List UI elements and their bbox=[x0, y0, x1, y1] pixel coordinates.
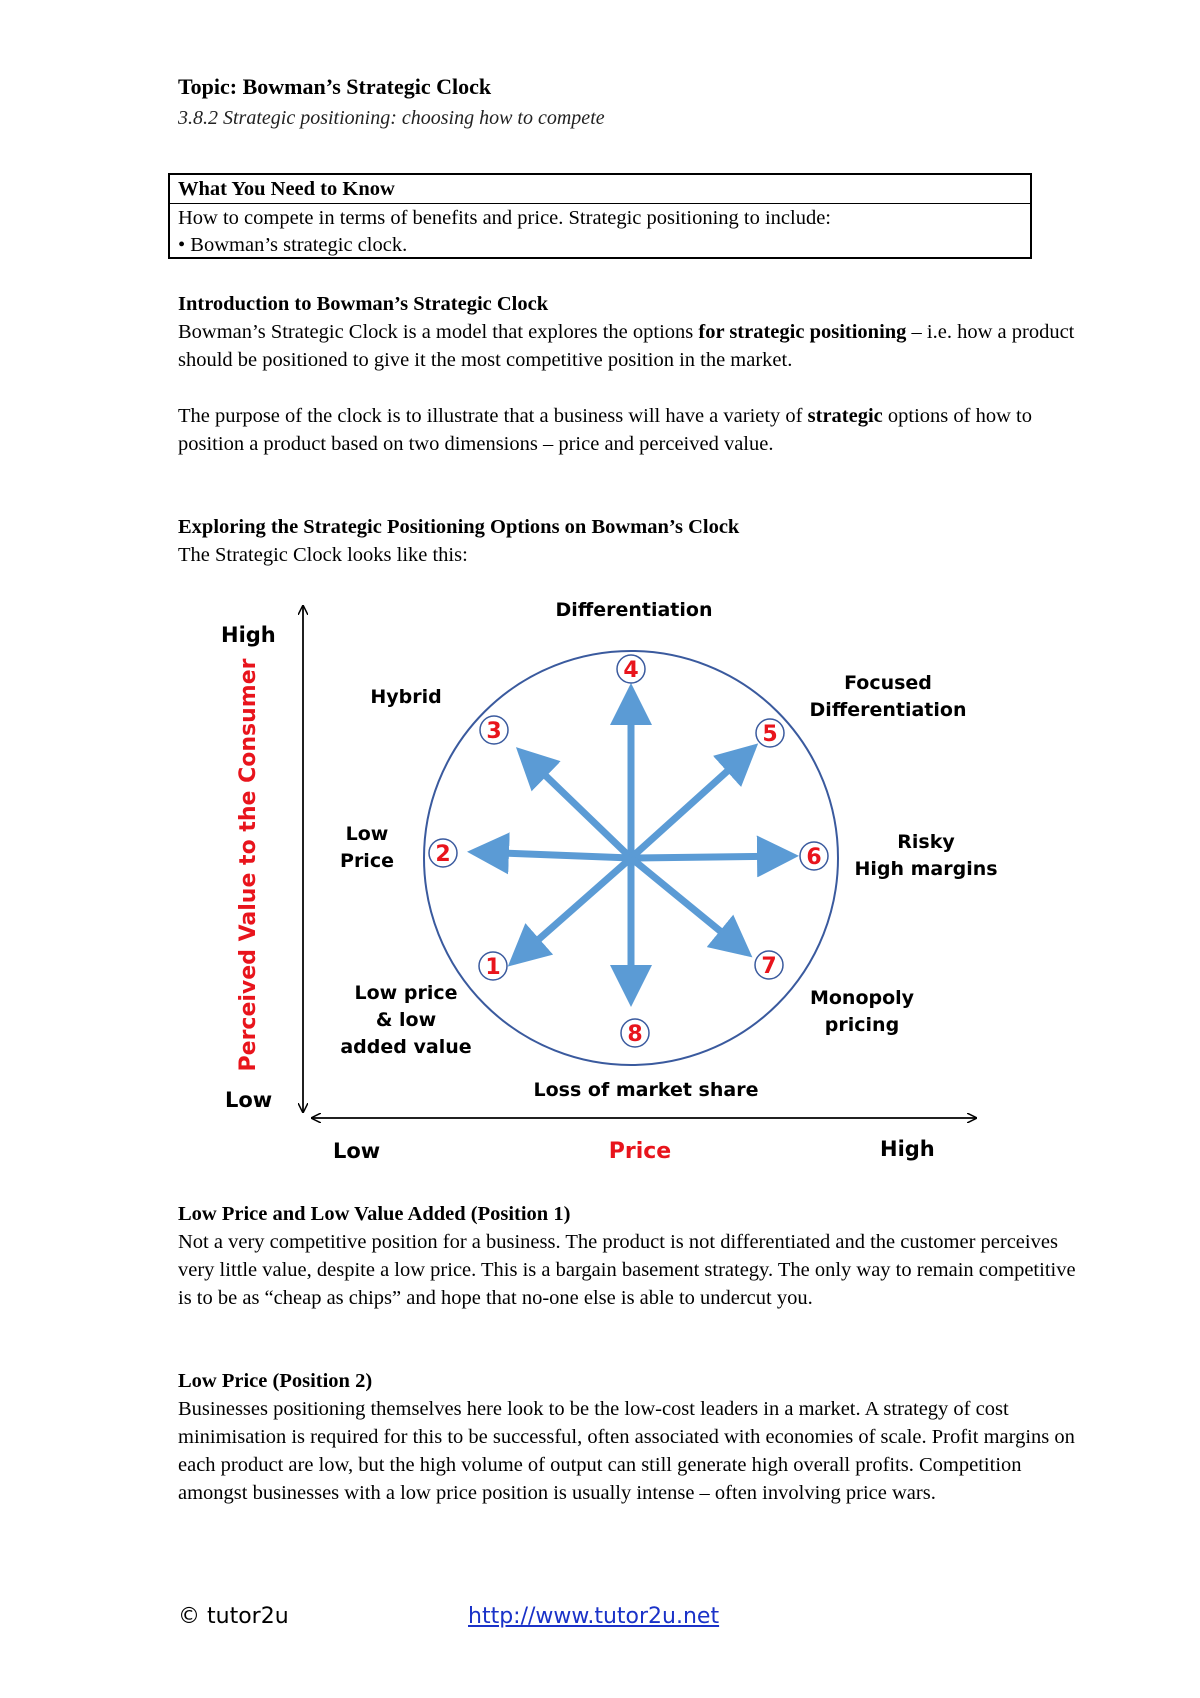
loss-of-market-share-label: Loss of market share bbox=[533, 1079, 759, 1101]
need-to-know-heading: What You Need to Know bbox=[178, 178, 395, 200]
intro-heading: Introduction to Bowman’s Strategic Clock bbox=[178, 293, 549, 315]
section1-heading: Low Price and Low Value Added (Position 1) bbox=[178, 1203, 571, 1225]
exploring-heading: Exploring the Strategic Positioning Options on Bowman’s Clock bbox=[178, 516, 740, 538]
strategic-clock-diagram bbox=[0, 590, 1200, 1170]
intro-section bbox=[178, 290, 1078, 458]
position-2-label-line-1: Low bbox=[345, 823, 389, 845]
intro-p2-bold: strategic bbox=[807, 405, 883, 427]
position-5-label-line-2: Differentiation bbox=[809, 699, 967, 721]
position-6-label-line-1: Risky bbox=[897, 831, 955, 853]
position-1-label-line-3: added value bbox=[340, 1036, 472, 1058]
position-3-label-line-1: Hybrid bbox=[370, 686, 442, 708]
y-axis-title: Perceived Value to the Consumer bbox=[236, 658, 261, 1072]
badge-number-3: 3 bbox=[486, 719, 502, 744]
y-axis-high-label: High bbox=[221, 623, 276, 647]
arrow-position-2 bbox=[474, 852, 631, 858]
x-axis-high-label: High bbox=[880, 1137, 935, 1161]
badge-number-1: 1 bbox=[485, 955, 501, 980]
arrow-position-6 bbox=[631, 856, 792, 858]
arrow-position-7 bbox=[631, 858, 747, 953]
arrow-position-1 bbox=[513, 858, 631, 962]
x-axis-low-label: Low bbox=[333, 1139, 381, 1163]
footer-link[interactable]: http://www.tutor2u.net bbox=[468, 1604, 720, 1629]
need-to-know-body bbox=[178, 205, 831, 259]
x-axis-title: Price bbox=[608, 1139, 672, 1164]
badge-number-6: 6 bbox=[806, 845, 822, 870]
position-1-label-line-1: Low price bbox=[354, 982, 458, 1004]
need-to-know-header bbox=[170, 175, 1030, 204]
footer-copyright: © tutor2u bbox=[178, 1604, 289, 1629]
intro-p2-text: The purpose of the clock is to illustrate that a business will have a variety of bbox=[178, 405, 808, 427]
badge-number-2: 2 bbox=[435, 842, 451, 867]
clock-arrows bbox=[474, 690, 792, 1000]
intro-p1-text: Bowman’s Strategic Clock is a model that explores the options bbox=[178, 321, 699, 343]
y-axis-low-label: Low bbox=[225, 1088, 273, 1112]
position-7-label-line-1: Monopoly bbox=[809, 987, 915, 1009]
badge-number-7: 7 bbox=[761, 954, 777, 979]
intro-paragraph-1 bbox=[178, 318, 1078, 374]
exploring-text: The Strategic Clock looks like this: bbox=[178, 544, 468, 566]
need-to-know-box bbox=[168, 173, 1032, 259]
section2-text: Businesses positioning themselves here look to be the low-cost leaders in a market. A strategy of cost minimisation is required for this to be successful, often associated with economies of scale. Profit margins on each product are low, but the high volume of output can still generate high overall profits. Competition amongst businesses with a low price position is usually intense – often involving price wars. bbox=[178, 1398, 1075, 1504]
arrow-position-5 bbox=[631, 748, 753, 858]
page-title: Topic: Bowman’s Strategic Clock bbox=[178, 74, 492, 99]
badge-number-4: 4 bbox=[623, 658, 639, 683]
badge-number-8: 8 bbox=[627, 1022, 643, 1047]
section-position-1 bbox=[178, 1200, 1078, 1312]
intro-p1-text-after: – i.e. how a product should be positioned to give it the most competitive position in the market. bbox=[178, 321, 1075, 371]
position-1-label-line-2: & low bbox=[375, 1009, 437, 1031]
need-to-know-line-1: How to compete in terms of benefits and price. Strategic positioning to include: bbox=[178, 207, 831, 229]
need-to-know-line-2: • Bowman’s strategic clock. bbox=[178, 234, 408, 256]
page-subtitle: 3.8.2 Strategic positioning: choosing how to compete bbox=[178, 107, 605, 129]
section1-text: Not a very competitive position for a business. The product is not differentiated and the customer perceives very little value, despite a low price. This is a bargain basement strategy. The only way to remain competitive is to be as “cheap as chips” and hope that no-one else is able to undercut you. bbox=[178, 1231, 1076, 1309]
badge-number-5: 5 bbox=[762, 722, 778, 747]
section2-heading: Low Price (Position 2) bbox=[178, 1370, 373, 1392]
intro-p1-bold: for strategic positioning bbox=[698, 321, 907, 343]
arrow-position-3 bbox=[521, 752, 631, 858]
position-4-label-line-1: Differentiation bbox=[555, 599, 713, 621]
intro-p2-text-after: options of how to position a product based on two dimensions – price and perceived value. bbox=[178, 405, 1032, 455]
intro-paragraph-2 bbox=[178, 402, 1078, 458]
position-2-label-line-2: Price bbox=[340, 850, 394, 872]
position-5-label-line-1: Focused bbox=[844, 672, 932, 694]
exploring-section bbox=[178, 513, 1078, 569]
section-position-2 bbox=[178, 1367, 1078, 1507]
position-7-label-line-2: pricing bbox=[824, 1014, 900, 1036]
position-6-label-line-2: High margins bbox=[854, 858, 998, 880]
